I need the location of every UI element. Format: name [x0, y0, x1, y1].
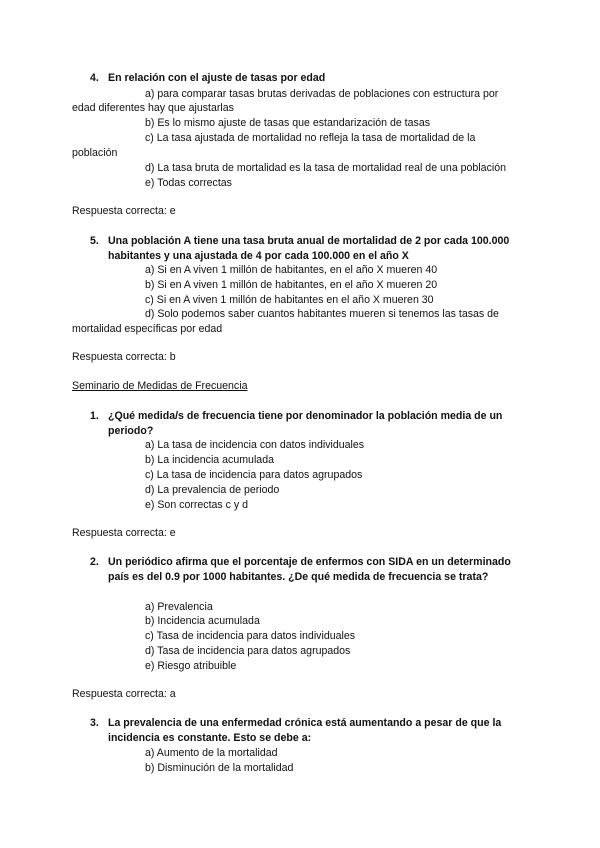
- option-b: b) La incidencia acumulada: [145, 454, 274, 466]
- option-a-continued: edad diferentes hay que ajustarlas: [72, 102, 234, 114]
- option-a: a) Prevalencia: [145, 601, 213, 613]
- question-number: 1.: [90, 410, 99, 422]
- option-c: c) La tasa ajustada de mortalidad no refleja la tasa de mortalidad de la: [145, 132, 476, 144]
- option-c-continued: población: [72, 147, 118, 159]
- question-5: [90, 234, 530, 264]
- option-d: d) La prevalencia de periodo: [145, 484, 280, 496]
- option-c: c) La tasa de incidencia para datos agrupados: [145, 469, 363, 481]
- option-e: e) Todas correctas: [145, 177, 232, 189]
- answer: Respuesta correcta: b: [72, 351, 176, 363]
- option-b: b) Incidencia acumulada: [145, 615, 260, 627]
- question-number: 5.: [90, 235, 99, 247]
- option-c: c) Si en A viven 1 millón de habitantes en el año X mueren 30: [145, 294, 434, 306]
- question-number: 2.: [90, 556, 99, 568]
- option-a: a) Aumento de la mortalidad: [145, 747, 278, 759]
- question-number: 4.: [90, 72, 99, 84]
- option-d: d) Tasa de incidencia para datos agrupados: [145, 645, 351, 657]
- option-a: a) La tasa de incidencia con datos individuales: [145, 439, 365, 451]
- answer: Respuesta correcta: e: [72, 205, 176, 217]
- question-4: [90, 71, 530, 86]
- question-text: ¿Qué medida/s de frecuencia tiene por denominador la población media de un periodo?: [108, 410, 503, 437]
- section-title: Seminario de Medidas de Frecuencia: [72, 380, 248, 392]
- question-text: La prevalencia de una enfermedad crónica está aumentando a pesar de que la incidencia es constante. Esto se debe a:: [108, 717, 502, 744]
- question-text: En relación con el ajuste de tasas por edad: [108, 72, 326, 84]
- question-text: Un periódico afirma que el porcentaje de enfermos con SIDA en un determinado país es del 0.9 por 1000 habitantes. ¿De qué medida de frecuencia se trata?: [108, 556, 511, 583]
- option-d: d) La tasa bruta de mortalidad es la tasa de mortalidad real de una población: [145, 162, 507, 174]
- seminar-question-2: [90, 555, 530, 585]
- seminar-question-1: [90, 409, 530, 439]
- option-a: a) para comparar tasas brutas derivadas de poblaciones con estructura por: [145, 88, 499, 100]
- option-e: e) Riesgo atribuible: [145, 660, 237, 672]
- answer: Respuesta correcta: e: [72, 527, 176, 539]
- option-e: e) Son correctas c y d: [145, 499, 249, 511]
- option-d: d) Solo podemos saber cuantos habitantes mueren si tenemos las tasas de: [145, 308, 499, 320]
- option-d-continued: mortalidad específicas por edad: [72, 323, 223, 335]
- question-number: 3.: [90, 717, 99, 729]
- option-c: c) Tasa de incidencia para datos individuales: [145, 630, 356, 642]
- option-b: b) Es lo mismo ajuste de tasas que estandarización de tasas: [145, 117, 431, 129]
- option-b: b) Si en A viven 1 millón de habitantes, en el año X mueren 20: [145, 279, 438, 291]
- option-a: a) Si en A viven 1 millón de habitantes, en el año X mueren 40: [145, 264, 438, 276]
- seminar-question-3: [90, 716, 530, 746]
- question-text: Una población A tiene una tasa bruta anual de mortalidad de 2 por cada 100.000 habitantes y una ajustada de 4 por cada 100.000 en el año X: [108, 235, 510, 262]
- answer: Respuesta correcta: a: [72, 688, 176, 700]
- option-b: b) Disminución de la mortalidad: [145, 762, 294, 774]
